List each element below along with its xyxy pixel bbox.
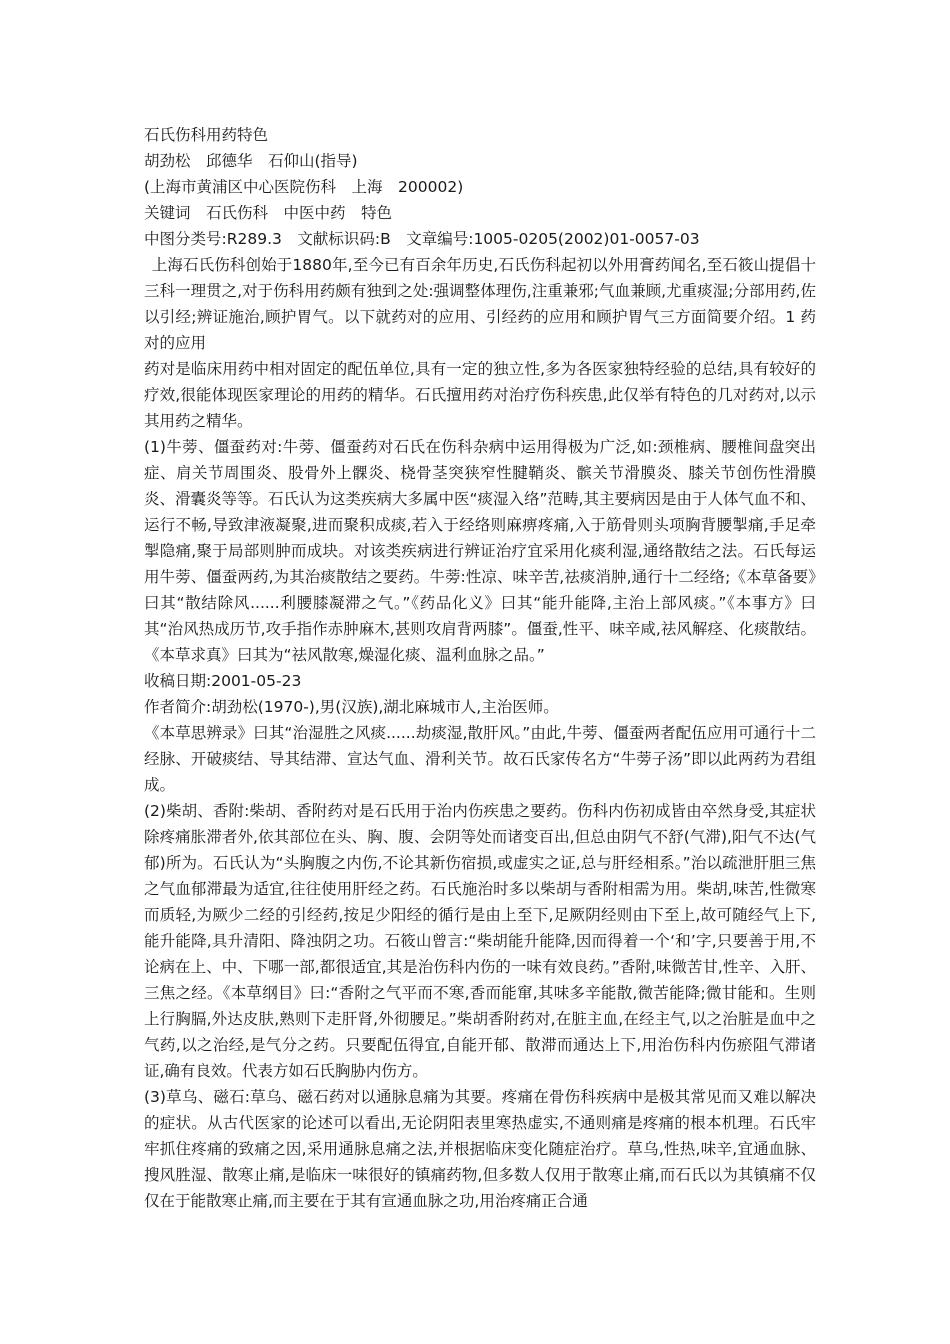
- author-bio: 作者简介:胡劲松(1970-),男(汉族),湖北麻城市人,主治医师。: [144, 698, 559, 716]
- affiliation-line: (上海市黄浦区中心医院伤科 上海 200002): [144, 178, 464, 196]
- paragraph-niubang-jiangcan: (1)牛蒡、僵蚕药对:牛蒡、僵蚕药对石氏在伤科杂病中运用得极为广泛,如:颈椎病、腰椎间盘突出症、肩关节周围炎、股骨外上髁炎、桡骨茎突狭窄性腱鞘炎、髌关节滑膜炎、膝关节创伤性滑膜炎、滑囊炎等等。石氏认为这类疾病大多属中医“痰湿入络”范畴,其主要病因是由于人体气血不和、运行不畅,导致津液凝聚,进而聚积成痰,若入于经络则麻痹疼痛,入于筋骨则头项胸背腰掣痛,手足牵掣隐痛,聚于局部则肿而成块。对该类疾病进行辨证治疗宜采用化痰利湿,通络散结之法。石氏每运用牛蒡、僵蚕两药,为其治痰散结之要药。牛蒡:性凉、味辛苦,祛痰消肿,通行十二经络;《本草备要》曰其“散结除风......利腰膝凝滞之气。”《药品化义》曰其“能升能降,主治上部风痰。”《本事方》曰其“治风热成历节,攻手指作赤肿麻木,甚则攻肩背两膝”。僵蚕,性平、味辛咸,祛风解痉、化痰散结。《本草求真》曰其为“祛风散寒,燥湿化痰、温利血脉之品。”: [144, 438, 816, 664]
- article-title: 石氏伤科用药特色: [144, 126, 269, 144]
- paragraph-intro: 上海石氏伤科创始于1880年,至今已有百余年历史,石氏伤科起初以外用膏药闻名,至石筱山提倡十三科一理贯之,对于伤科用药颇有独到之处:强调整体理伤,注重兼邪;气血兼顾,尤重痰湿;分部用药,佐以引经;辨证施治,顾护胃气。以下就药对的应用、引经药的应用和顾护胃气三方面简要介绍。1 药对的应用: [144, 256, 816, 352]
- paragraph-chaihu-xiangfu: (2)柴胡、香附:柴胡、香附药对是石氏用于治内伤疾患之要药。伤科内伤初成皆由卒然身受,其症状除疼痛胀滞者外,依其部位在头、胸、腹、会阴等处而诸变百出,但总由阴气不舒(气滞),阳气不达(气郁)所为。石氏认为“头胸腹之内伤,不论其新伤宿损,或虚实之证,总与肝经相系。”治以疏泄肝胆三焦之气血郁滞最为适宜,往往使用肝经之药。石氏施治时多以柴胡与香附相需为用。柴胡,味苦,性微寒而质轻,为厥少二经的引经药,按足少阳经的循行是由上至下,足厥阴经则由下至上,故可随经气上下,能升能降,具升清阳、降浊阴之功。石筱山曾言:“柴胡能升能降,因而得着一个‘和’字,只要善于用,不论病在上、中、下哪一部,都很适宜,其是治伤科内伤的一味有效良药。”香附,味微苦甘,性辛、入肝、三焦之经。《本草纲目》曰:“香附之气平而不寒,香而能窜,其味多辛能散,微苦能降;微甘能和。生则上行胸膈,外达皮肤,熟则下走肝肾,外彻腰足。”柴胡香附药对,在脏主血,在经主气,以之治脏是血中之气药,以之治经,是气分之药。只要配伍得宜,自能开郁、散滞而通达上下,用治伤科内伤瘀阻气滞诸证,确有良效。代表方如石氏胸胁内伤方。: [144, 802, 816, 1080]
- author-line: 胡劲松 邱德华 石仰山(指导): [144, 152, 358, 170]
- paragraph-drug-pairs: 药对是临床用药中相对固定的配伍单位,具有一定的独立性,多为各医家独特经验的总结,具有较好的疗效,很能体现医家理论的用药的精华。石氏擅用药对治疗伤科疾患,此仅举有特色的几对药对,以示其用药之精华。: [144, 360, 816, 430]
- paragraph-caowu-cishi: (3)草乌、磁石:草乌、磁石药对以通脉息痛为其要。疼痛在骨伤科疾病中是极其常见而又难以解决的症状。从古代医家的论述可以看出,无论阴阳表里寒热虚实,不通则痛是疼痛的根本机理。石氏牢牢抓住疼痛的致痛之因,采用通脉息痛之法,并根据临床变化随症治疗。草乌,性热,味辛,宜通血脉、搜风胜湿、散寒止痛,是临床一味很好的镇痛药物,但多数人仅用于散寒止痛,而石氏以为其镇痛不仅仅在于能散寒止痛,而主要在于其有宣通血脉之功,用治疼痛正合通: [144, 1088, 816, 1210]
- classification-line: 中图分类号:R289.3 文献标识码:B 文章编号:1005-0205(2002)01-0057-03: [144, 230, 700, 248]
- received-date: 收稿日期:2001-05-23: [144, 672, 302, 690]
- document-body: [144, 122, 816, 1214]
- paragraph-bencao-sibianlu: 《本草思辨录》曰其“治湿胜之风痰......劫痰湿,散肝风。”由此,牛蒡、僵蚕两者配伍应用可通行十二经脉、开破痰结、导其结滞、宣达气血、滑利关节。故石氏家传名方“牛蒡子汤”即以此两药为君组成。: [144, 724, 816, 794]
- keywords-line: 关键词 石氏伤科 中医中药 特色: [144, 204, 393, 222]
